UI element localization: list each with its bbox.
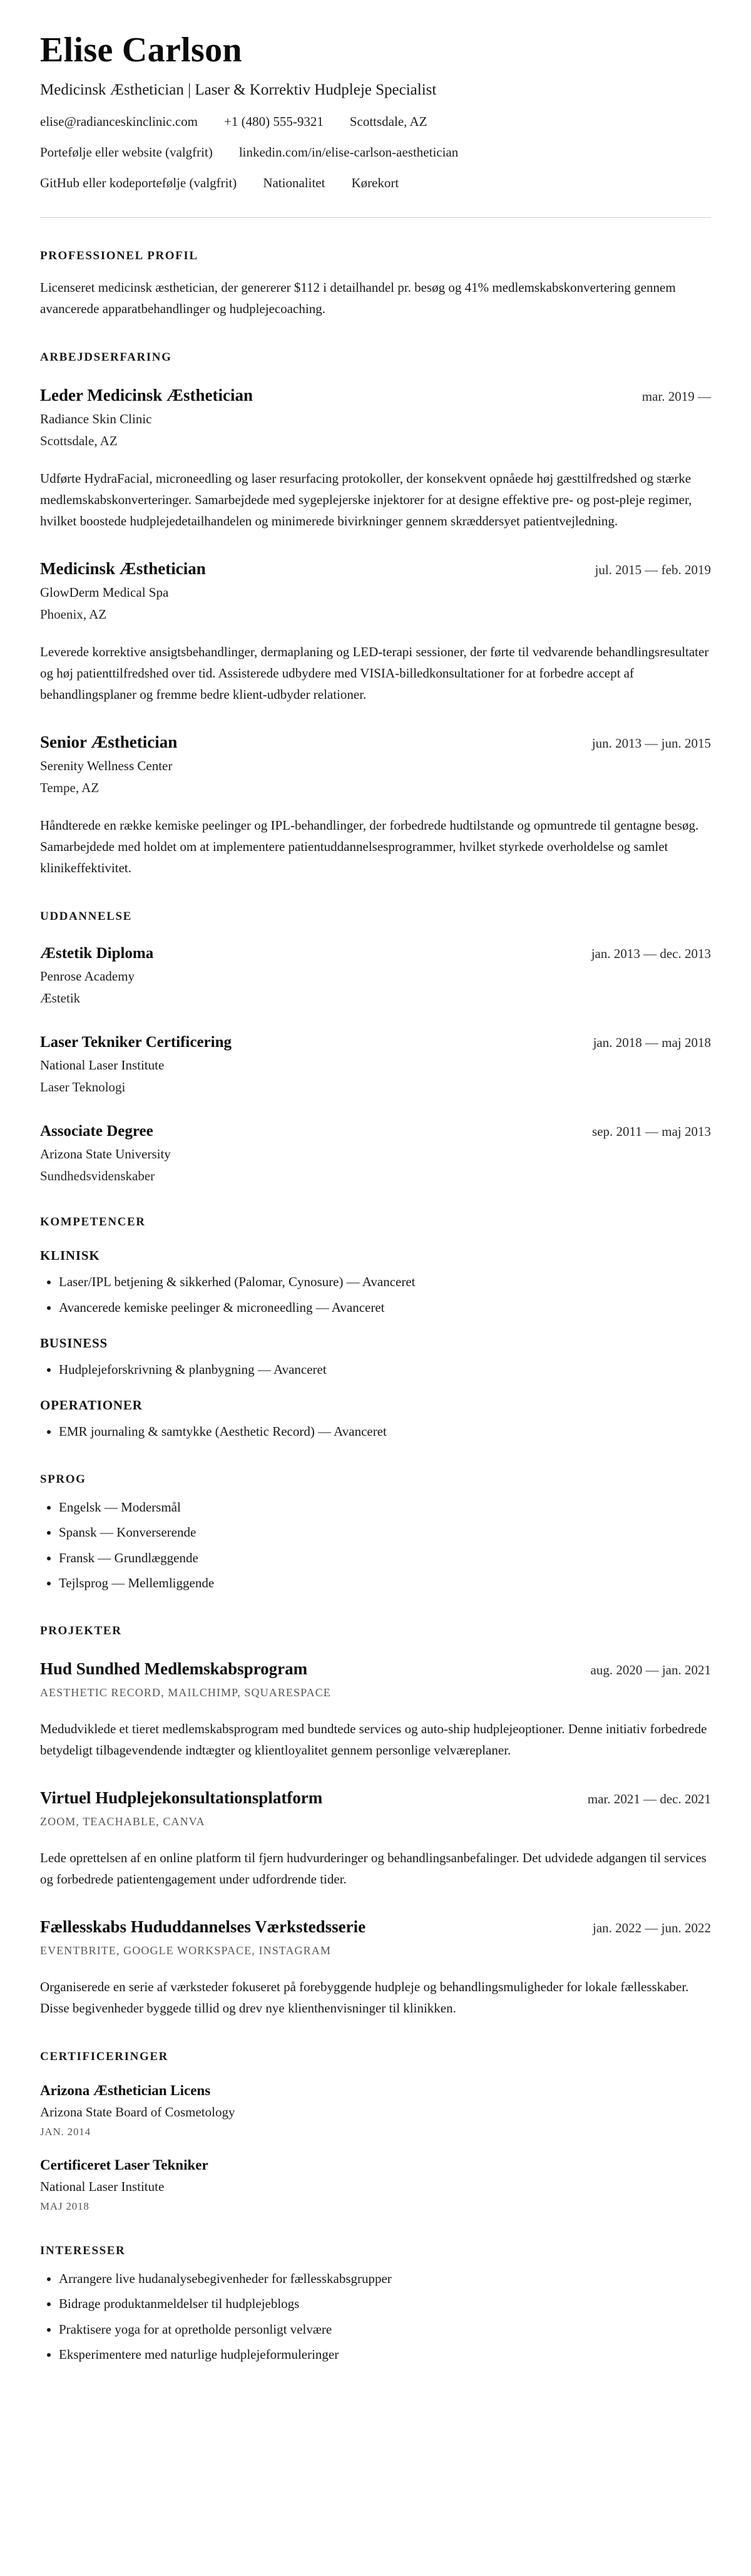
skill-item: • EMR journaling & samtykke (Aesthetic Record) — Avanceret <box>59 1422 711 1441</box>
education-item <box>40 945 711 1006</box>
section-projects <box>40 1624 711 2019</box>
profile-heading: PROFESSIONEL PROFIL <box>40 249 198 262</box>
contact-website: Portefølje eller website (valgfrit) <box>40 145 213 160</box>
project-title: Hud Sundhed Medlemskabsprogram <box>40 1659 308 1678</box>
certification-title: Certificeret Laser Tekniker <box>40 2156 208 2173</box>
contact-location: Scottsdale, AZ <box>349 114 427 129</box>
education-item-head <box>40 1034 711 1051</box>
contact-row-2 <box>40 145 711 160</box>
job-company: Serenity Wellness Center <box>40 758 173 774</box>
degree-school: Penrose Academy <box>40 969 135 984</box>
project-item-head <box>40 1917 711 1937</box>
job-description: Håndterede en række kemiske peelinger og IPL-behandlinger, der forbedrede hudtilstande og opmuntrede til gentagne besøg. Samarbejdede med holdet om at implementere patientuddannelsesprogrammer, hvilket styrkede overholdelse og samlet klinikeffektivitet. <box>40 818 699 876</box>
section-skills <box>40 1215 711 1441</box>
skill-list <box>59 1272 711 1317</box>
contact-linkedin: linkedin.com/in/elise-carlson-aesthetician <box>238 145 459 160</box>
skill-item: • Laser/IPL betjening & sikkerhed (Palomar, Cynosure) — Avanceret <box>59 1272 711 1291</box>
certification-title: Arizona Æsthetician Licens <box>40 2082 211 2098</box>
certification-item <box>40 2157 711 2213</box>
job-dates: mar. 2019 — <box>641 389 711 404</box>
project-item <box>40 1659 711 1761</box>
job-title: Senior Æsthetician <box>40 733 178 752</box>
skills-heading: KOMPETENCER <box>40 1215 146 1229</box>
degree-field: Sundhedsvidenskaber <box>40 1168 155 1184</box>
project-description: Lede oprettelsen af en online platform til fjern hudvurderinger og behandlingsanbefalinger. Det udvidede adgangen til services og forbedrede patientengagement under udfordrende tider. <box>40 1850 707 1887</box>
skill-group-operations <box>40 1398 711 1441</box>
header-divider <box>40 217 711 218</box>
interest-item: • Eksperimentere med naturlige hudplejeformuleringer <box>59 2345 711 2364</box>
contact-row-3 <box>40 175 711 191</box>
interests-heading: INTERESSER <box>40 2244 126 2257</box>
project-item <box>40 1917 711 2019</box>
project-tools: AESTHETIC RECORD, MAILCHIMP, SQUARESPACE <box>40 1686 331 1699</box>
language-item: • Fransk — Grundlæggende <box>59 1548 711 1567</box>
degree-title: Associate Degree <box>40 1123 153 1140</box>
project-tools: EVENTBRITE, GOOGLE WORKSPACE, INSTAGRAM <box>40 1944 331 1957</box>
degree-school: National Laser Institute <box>40 1058 165 1073</box>
skill-group-label: KLINISK <box>40 1248 100 1264</box>
section-profile <box>40 249 711 319</box>
project-dates: jan. 2022 — jun. 2022 <box>593 1920 711 1935</box>
section-experience <box>40 351 711 878</box>
interest-list <box>59 2269 711 2364</box>
language-item: • Tejlsprog — Mellemliggende <box>59 1574 711 1592</box>
contact-github: GitHub eller kodeportefølje (valgfrit) <box>40 175 237 190</box>
experience-item-head <box>40 733 711 752</box>
project-description: Medudviklede et tieret medlemskabsprogram med bundtede services og auto-ship hudplejeoptioner. Denne initiativ forbedrede betydeligt tilbagevendende indtægter og klientloyalitet gennem personlige velværeplaner. <box>40 1721 707 1758</box>
job-description: Udførte HydraFacial, microneedling og laser resurfacing protokoller, der konsekvent opnåede høj gæsttilfredshed og stærke medlemskabskonverteringer. Samarbejdede med sygeplejerske injektorer for at designe effektive pre- og post-pleje regimer, hvilket boostede hudplejedetailhandelen og minimerede bivirkninger gennem skræddersyet patientvejledning. <box>40 471 692 529</box>
project-title: Virtuel Hudplejekonsultationsplatform <box>40 1788 323 1807</box>
language-list <box>59 1498 711 1593</box>
contact-row-1 <box>40 114 711 130</box>
candidate-title: Medicinsk Æsthetician | Laser & Korrektiv Hudpleje Specialist <box>40 81 437 98</box>
skill-group-business <box>40 1336 711 1379</box>
interest-item: • Arrangere live hudanalysebegivenheder for fællesskabsgrupper <box>59 2269 711 2288</box>
project-item-head <box>40 1659 711 1679</box>
language-item: • Engelsk — Modersmål <box>59 1498 711 1517</box>
certification-issuer: National Laser Institute <box>40 2178 165 2194</box>
section-education <box>40 910 711 1184</box>
projects-heading: PROJEKTER <box>40 1624 122 1637</box>
degree-dates: jan. 2018 — maj 2018 <box>593 1035 711 1051</box>
project-dates: mar. 2021 — dec. 2021 <box>587 1791 711 1806</box>
experience-heading: ARBEJDSERFARING <box>40 351 172 364</box>
education-item-head <box>40 1123 711 1140</box>
certification-date: JAN. 2014 <box>40 2125 91 2138</box>
resume-header <box>40 30 711 191</box>
degree-dates: sep. 2011 — maj 2013 <box>592 1124 711 1140</box>
section-certifications <box>40 2050 711 2213</box>
skill-list <box>59 1360 711 1379</box>
section-interests <box>40 2244 711 2364</box>
experience-item <box>40 559 711 705</box>
job-title: Medicinsk Æsthetician <box>40 559 206 579</box>
degree-dates: jan. 2013 — dec. 2013 <box>591 946 711 962</box>
skill-group-label: OPERATIONER <box>40 1398 143 1413</box>
job-location: Scottsdale, AZ <box>40 433 118 449</box>
profile-text: Licenseret medicinsk æsthetician, der genererer $112 i detailhandel pr. besøg og 41% medlemskabskonvertering gennem avancerede apparatbehandlinger og hudplejecoaching. <box>40 280 676 317</box>
education-heading: UDDANNELSE <box>40 910 132 924</box>
job-dates: jun. 2013 — jun. 2015 <box>591 736 711 751</box>
certification-item <box>40 2083 711 2138</box>
degree-field: Æstetik <box>40 991 81 1006</box>
language-item: • Spansk — Konverserende <box>59 1523 711 1542</box>
experience-item-head <box>40 559 711 579</box>
job-dates: jul. 2015 — feb. 2019 <box>595 562 711 578</box>
experience-item <box>40 733 711 878</box>
experience-item-head <box>40 386 711 405</box>
certification-issuer: Arizona State Board of Cosmetology <box>40 2104 235 2120</box>
project-title: Fællesskabs Hududdannelses Værkstedsserie <box>40 1917 366 1936</box>
certification-date: MAJ 2018 <box>40 2200 89 2212</box>
job-description: Leverede korrektive ansigtsbehandlinger, dermaplaning og LED-terapi sessioner, der førte til vedvarende behandlingsresultater og høj patienttilfredshed over tid. Assisterede udbydere med VISIA-billedkonsultationer for at forbedre accept af behandlingsplaner og fremme bedre klient-udbyder relationer. <box>40 644 709 703</box>
contact-drivers-license: Kørekort <box>351 175 399 190</box>
skill-item: • Avancerede kemiske peelinger & microneedling — Avanceret <box>59 1298 711 1317</box>
section-languages <box>40 1473 711 1593</box>
contact-phone: +1 (480) 555-9321 <box>224 114 324 129</box>
languages-heading: SPROG <box>40 1472 86 1486</box>
education-item-head <box>40 945 711 962</box>
job-title: Leder Medicinsk Æsthetician <box>40 386 253 405</box>
project-item-head <box>40 1788 711 1808</box>
experience-item <box>40 386 711 532</box>
job-company: GlowDerm Medical Spa <box>40 585 169 600</box>
skill-item: • Hudplejeforskrivning & planbygning — Avanceret <box>59 1360 711 1379</box>
interest-item: • Praktisere yoga for at opretholde personligt velvære <box>59 2320 711 2339</box>
skill-group-label: BUSINESS <box>40 1336 108 1351</box>
interest-item: • Bidrage produktanmeldelser til hudplejeblogs <box>59 2294 711 2313</box>
job-location: Tempe, AZ <box>40 780 100 796</box>
job-location: Phoenix, AZ <box>40 607 107 622</box>
project-tools: ZOOM, TEACHABLE, CANVA <box>40 1815 205 1828</box>
certifications-heading: CERTIFICERINGER <box>40 2049 168 2063</box>
contact-email: elise@radianceskinclinic.com <box>40 114 198 129</box>
education-item <box>40 1034 711 1095</box>
job-company: Radiance Skin Clinic <box>40 411 152 427</box>
project-description: Organiserede en serie af værksteder fokuseret på forebyggende hudpleje og behandlingsmuligheder for lokale fællesskaber. Disse begivenheder byggede tillid og drev nye klienthenvisninger til klinikken. <box>40 1979 689 2016</box>
degree-title: Æstetik Diploma <box>40 945 154 962</box>
candidate-name: Elise Carlson <box>40 31 242 70</box>
degree-field: Laser Teknologi <box>40 1079 126 1095</box>
degree-title: Laser Tekniker Certificering <box>40 1034 232 1051</box>
skill-group-clinical <box>40 1248 711 1317</box>
project-item <box>40 1788 711 1890</box>
skill-list <box>59 1422 711 1441</box>
education-item <box>40 1123 711 1184</box>
degree-school: Arizona State University <box>40 1146 171 1162</box>
contact-nationality: Nationalitet <box>263 175 325 190</box>
project-dates: aug. 2020 — jan. 2021 <box>590 1662 711 1677</box>
